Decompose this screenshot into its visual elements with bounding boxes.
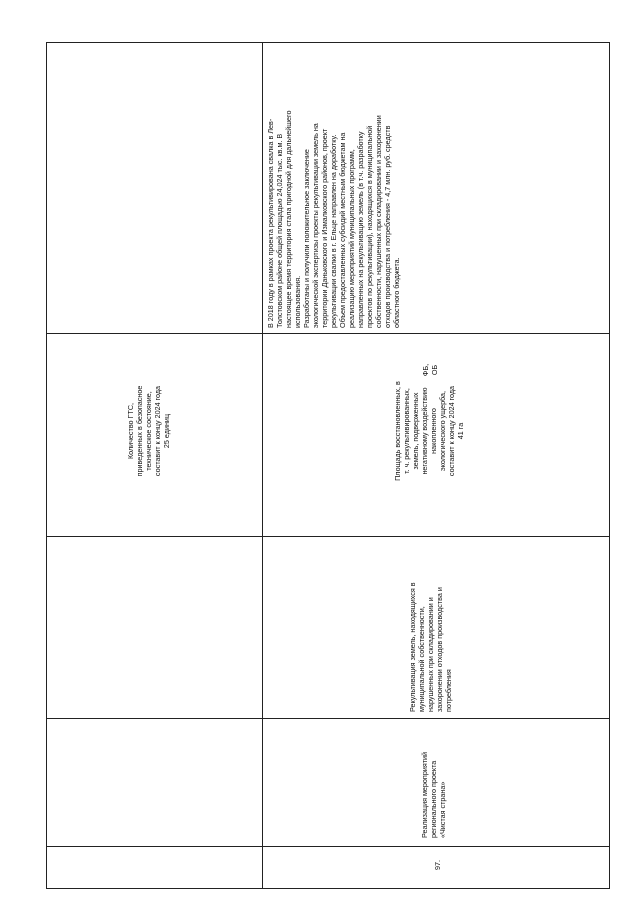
- task-description: Рекультивация земель, находящихся в муниципальной собственности, нарушенных при складировании и захоронении отходов производства и потребления: [408, 582, 453, 712]
- table-border-bottom: [46, 888, 610, 889]
- row-divider: [46, 333, 610, 334]
- row-divider: [46, 536, 610, 537]
- result-description: В 2018 году в рамках проекта рекультивирована свалка в Лев- Толстовском районе общей площадью 24,024 тыс. кв.м. В настоящее время территория стала пригодной для дальнейшего использования. Разработаны и получили положительное заключение экологической экспертизы проекты рекультивации земель на территории Даньковского и Измалковского районов, проект рекультивации свалки в г. Ельце направлен на доработку. Объем предоставленных субсидий местным бюджетам на реализацию мероприятий муниципальных программ, направленных на рекультивацию земель (в т.ч. разработку проектов по рекультивации), находящихся в муниципальной собственности, нарушенных при складировании и захоронении отходов производства и потребления - 4,7 млн. руб. средств областного бюджета.: [266, 110, 401, 328]
- column-divider: [262, 42, 263, 889]
- table-border-left: [46, 42, 47, 889]
- table-border-right: [609, 42, 610, 889]
- row-divider: [46, 846, 610, 847]
- indicator-area: Площадь восстановленных, в т. ч. рекультивированных, земель, подверженных негативному воздействию накопленного экологического ущерба, составит к концу 2024 года 41 га: [393, 381, 465, 481]
- table-border-top: [46, 42, 610, 43]
- measure-name: Реализация мероприятий регионального проекта «Чистая страна»: [420, 751, 447, 838]
- indicator-gts: Количество ГТС, приведенных в безопасное техническое состояние, составит к концу 2024 года 25 единиц: [126, 385, 171, 477]
- row-divider: [46, 718, 610, 719]
- row-number: 97.: [433, 860, 442, 870]
- funding-source: ФБ, ОБ: [421, 363, 439, 377]
